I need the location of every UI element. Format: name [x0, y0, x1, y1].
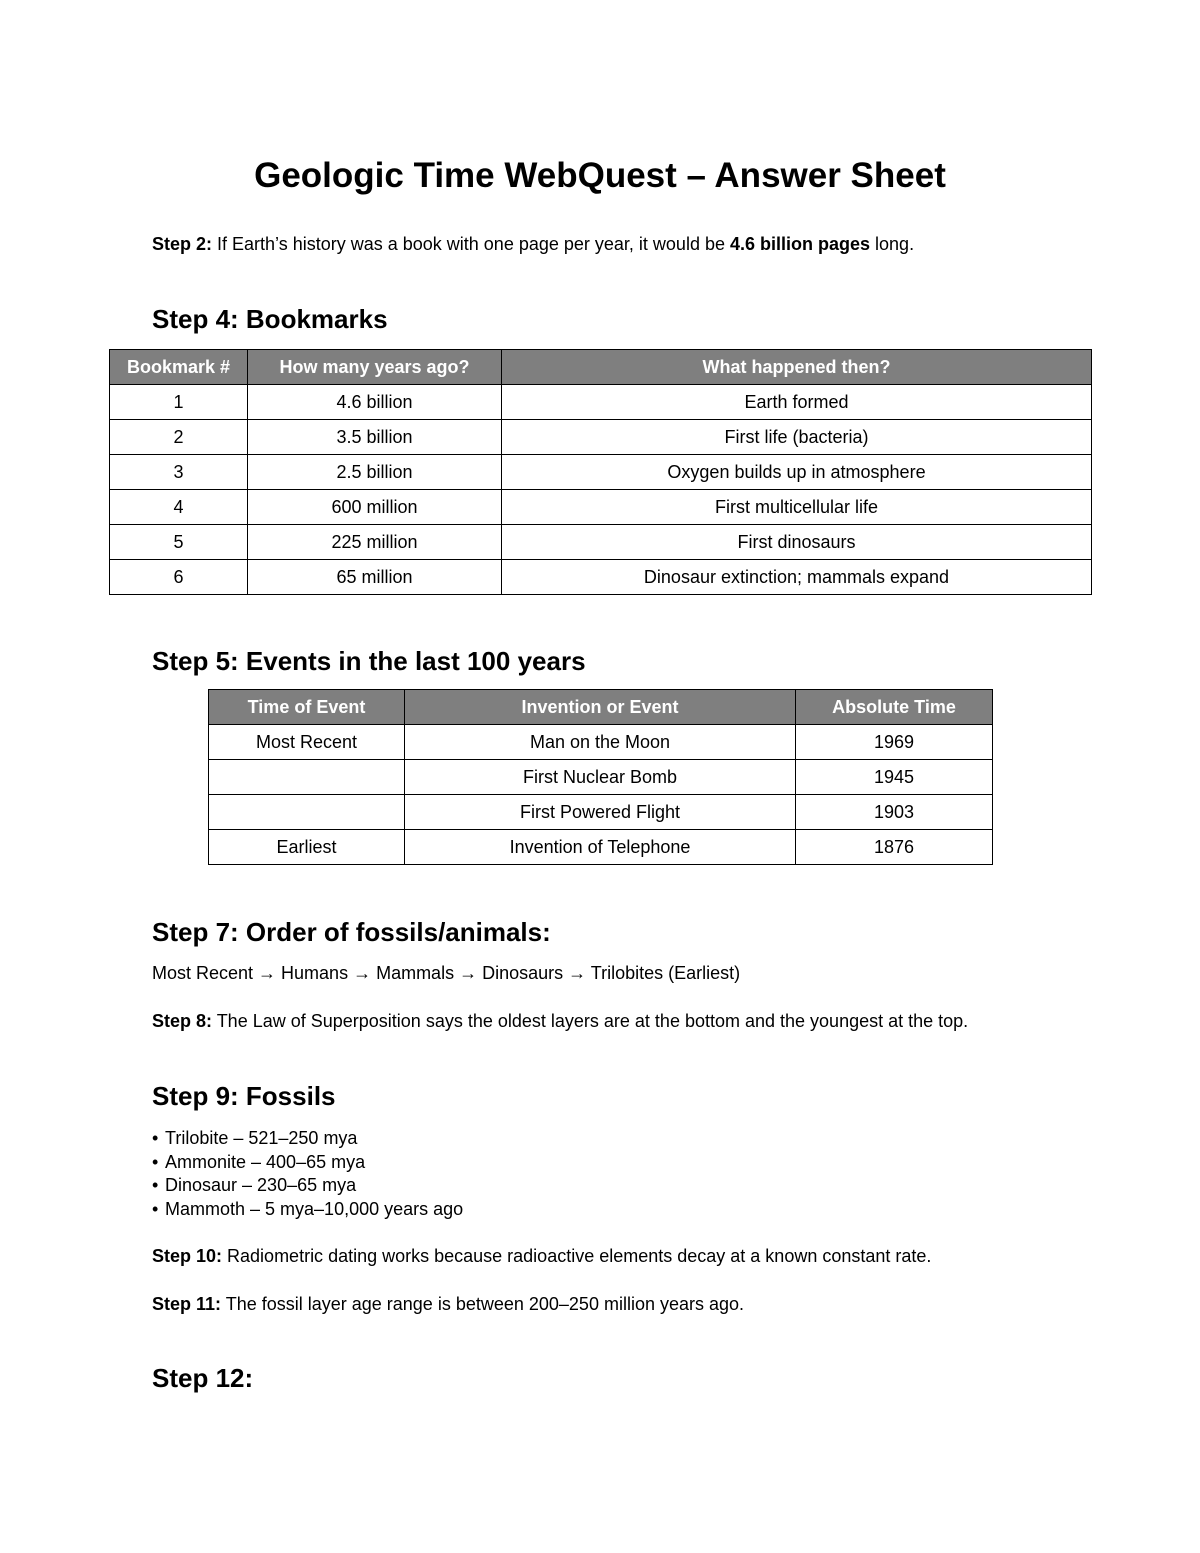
event-name: First Nuclear Bomb — [405, 760, 796, 795]
bookmark-number: 1 — [110, 385, 248, 420]
event-year: 1969 — [796, 725, 993, 760]
step8-text: The Law of Superposition says the oldest layers are at the bottom and the youngest at the top. — [212, 1011, 969, 1031]
bookmarks-header-event: What happened then? — [502, 350, 1092, 385]
bullet-icon: • — [152, 1151, 159, 1172]
list-item — [152, 1198, 463, 1222]
event-name: Man on the Moon — [405, 725, 796, 760]
bookmark-number: 2 — [110, 420, 248, 455]
bookmark-event: Oxygen builds up in atmosphere — [502, 455, 1092, 490]
events-header-time: Time of Event — [209, 690, 405, 725]
bookmark-years: 600 million — [248, 490, 502, 525]
step10-paragraph — [152, 1244, 931, 1268]
bookmarks-header-years: How many years ago? — [248, 350, 502, 385]
table-row — [209, 830, 993, 865]
table-row — [209, 795, 993, 830]
bullet-icon: • — [152, 1175, 159, 1195]
event-name: Invention of Telephone — [405, 830, 796, 865]
event-year: 1903 — [796, 795, 993, 830]
step9-heading: Step 9: Fossils — [152, 1081, 336, 1111]
bookmark-years: 2.5 billion — [248, 455, 502, 490]
events-header-row — [209, 690, 993, 725]
list-item — [152, 1127, 463, 1151]
step10-text: Radiometric dating works because radioactive elements decay at a known constant rate. — [222, 1246, 932, 1266]
bookmark-number: 4 — [110, 490, 248, 525]
bookmark-event: First life (bacteria) — [502, 420, 1092, 455]
events-table — [208, 689, 993, 865]
list-item — [152, 1151, 463, 1175]
bookmark-years: 225 million — [248, 525, 502, 560]
table-row — [110, 420, 1092, 455]
table-row — [110, 490, 1092, 525]
event-name: First Powered Flight — [405, 795, 796, 830]
events-header-absolute: Absolute Time — [796, 690, 993, 725]
bookmark-event: First dinosaurs — [502, 525, 1092, 560]
step5-heading: Step 5: Events in the last 100 years — [152, 646, 586, 676]
bookmark-number: 5 — [110, 525, 248, 560]
step11-text: The fossil layer age range is between 200–250 million years ago. — [221, 1294, 745, 1314]
events-header-event: Invention or Event — [405, 690, 796, 725]
fossil-entry: Mammoth – 5 mya–10,000 years ago — [165, 1198, 464, 1219]
bookmark-number: 3 — [110, 455, 248, 490]
bookmark-years: 3.5 billion — [248, 420, 502, 455]
step11-label: Step 11: — [152, 1294, 222, 1314]
fossil-entry: Dinosaur – 230–65 mya — [165, 1175, 357, 1195]
table-row — [209, 725, 993, 760]
fossil-entry: Ammonite – 400–65 mya — [165, 1151, 366, 1172]
step2-text-after: long. — [870, 234, 915, 254]
fossil-entry: Trilobite – 521–250 mya — [165, 1128, 358, 1148]
step8-paragraph — [152, 1009, 968, 1033]
event-time: Most Recent — [209, 725, 405, 760]
step11-paragraph — [152, 1292, 744, 1316]
bookmark-event: Dinosaur extinction; mammals expand — [502, 560, 1092, 595]
bullet-icon: • — [152, 1128, 159, 1148]
step10-label: Step 10: — [152, 1246, 223, 1266]
event-time — [209, 795, 405, 830]
table-row — [110, 560, 1092, 595]
step8-label: Step 8: — [152, 1011, 213, 1031]
step2-answer: 4.6 billion pages — [729, 234, 871, 254]
step2-paragraph — [152, 232, 914, 256]
step4-heading: Step 4: Bookmarks — [152, 304, 388, 334]
table-row — [209, 760, 993, 795]
bookmarks-table — [109, 349, 1092, 595]
bookmark-event: First multicellular life — [502, 490, 1092, 525]
step12-heading: Step 12: — [152, 1363, 254, 1393]
step7-heading: Step 7: Order of fossils/animals: — [152, 917, 551, 947]
step2-label: Step 2: — [152, 234, 213, 254]
event-year: 1945 — [796, 760, 993, 795]
step2-text-before: If Earth’s history was a book with one page per year, it would be — [212, 234, 730, 254]
bookmarks-header-row — [110, 350, 1092, 385]
table-row — [110, 525, 1092, 560]
bookmark-years: 65 million — [248, 560, 502, 595]
table-row — [110, 385, 1092, 420]
list-item — [152, 1174, 463, 1198]
bullet-icon: • — [152, 1198, 159, 1219]
bookmark-years: 4.6 billion — [248, 385, 502, 420]
bookmark-number: 6 — [110, 560, 248, 595]
table-row — [110, 455, 1092, 490]
event-year: 1876 — [796, 830, 993, 865]
step7-sequence: Most Recent → Humans → Mammals → Dinosaurs → Trilobites (Earliest) — [152, 963, 741, 983]
bookmark-event: Earth formed — [502, 385, 1092, 420]
event-time — [209, 760, 405, 795]
event-time: Earliest — [209, 830, 405, 865]
page-title: Geologic Time WebQuest – Answer Sheet — [254, 156, 946, 195]
fossil-list — [152, 1127, 463, 1221]
bookmarks-header-number: Bookmark # — [110, 350, 248, 385]
